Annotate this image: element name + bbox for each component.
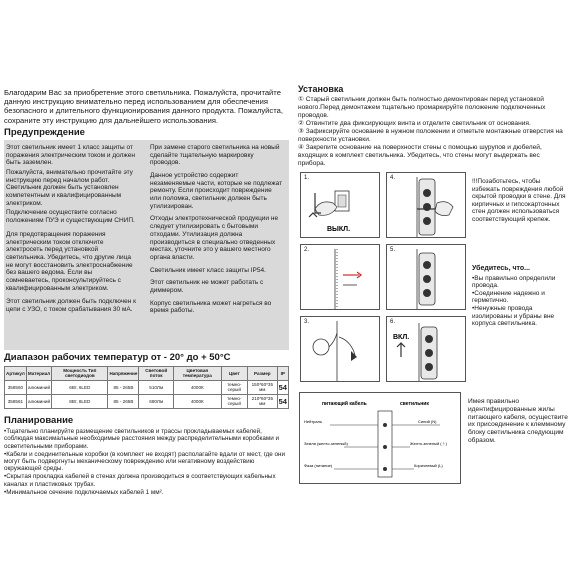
table-cell: 54	[277, 380, 288, 394]
table-header: Световой поток	[139, 366, 174, 380]
table-header: Размер	[248, 366, 278, 380]
figure-number: 6.	[390, 319, 396, 325]
wire-label: Земля (желто-зеленый)	[304, 441, 348, 446]
temperature-heading: Диапазон рабочих температур от - 20° до + 50°С	[4, 351, 231, 363]
warning-heading: Предупреждение	[4, 126, 85, 138]
note-text: !!!Позаботьтесь, чтобы избежать повреждения любой скрытой проводки в стене. Для кирпичных и гипсокартонных стен должен использоваться соответствующий крепеж.	[472, 178, 566, 223]
wiring-left-title: питающий кабель	[322, 401, 367, 407]
figure-4	[386, 172, 466, 238]
warning-text: Светильник имеет класс защиты IP54.	[150, 266, 266, 274]
terminal-screw	[383, 445, 387, 449]
table-cell: 4000К	[173, 394, 221, 408]
terminal-screw	[383, 467, 387, 471]
figure-number: 5.	[390, 247, 396, 253]
wire-label: Коричневый (L)	[414, 463, 443, 468]
table-header: Цвет	[221, 366, 247, 380]
drill-wall-illustration	[301, 245, 381, 311]
planning-heading: Планирование	[4, 414, 74, 426]
left-column	[4, 88, 289, 496]
switch-off-illustration	[301, 173, 381, 239]
warning-text: Корпус светильника может нагреться во время работы.	[150, 299, 272, 315]
wiring-connection-illustration	[301, 317, 381, 383]
table-cell: 680Лм	[139, 394, 174, 408]
hidden-wiring-note	[472, 178, 568, 224]
table-header: Материал	[26, 366, 51, 380]
planning-list	[4, 428, 289, 496]
table-cell: 8Вт, 8LED	[52, 394, 108, 408]
table-cell: 85 - 265В	[108, 380, 139, 394]
intro-text: Благодарим Вас за приобретение этого светильника. Пожалуйста, прочитайте данную инструкцию внимательно перед использованием для обеспечения безопасного и длительного функционирования данного продукта. Пожалуйста, сохраните эту инструкцию для дальнейшего использования.	[4, 88, 283, 125]
list-item: •Ненужные провода изолированы и убраны вне корпуса светильника.	[472, 304, 555, 328]
figure-5	[386, 244, 466, 310]
list-item: •Соединение надежно и герметично.	[472, 289, 545, 305]
list-item: •Кабели и соединительные коробки (в комплект не входят) располагайте вдали от мест, где они могут быть подвергнуты механическому повреждению или негативному воздействию окружающей среды.	[4, 450, 286, 473]
table-cell: темно-серый	[221, 380, 247, 394]
table-cell: 54	[277, 394, 288, 408]
table-cell: темно-серый	[221, 394, 247, 408]
wire-label: Нейтраль	[304, 419, 323, 424]
table-cell: 510Лм	[139, 380, 174, 394]
table-header-row	[5, 366, 289, 380]
table-cell: 4000К	[173, 380, 221, 394]
list-item: ① Старый светильник должен быть полностью демонтирован перед установкой нового.Перед демонтажем тщательно промаркируйте положение подключенных проводов.	[298, 96, 546, 119]
warning-text: При замене старого светильника на новый сделайте тщательную маркировку проводов.	[150, 143, 280, 167]
right-column	[298, 84, 566, 168]
figure-number: 1.	[304, 175, 310, 181]
spec-table	[4, 366, 289, 409]
list-item: ③ Зафиксируйте основание в нужном положении и отметьте монтажные отверстия на поверхности установки.	[298, 128, 563, 143]
warning-text: Для предотвращения поражения электрическим током отключите электросеть перед установкой светильника. Убедитесь, что другие лица не могут восстановить электроснабжение без вашего ведома. Если вы сомневаетесь, проконсультируйтесь с квалифицированным электриком.	[6, 230, 133, 292]
table-row	[5, 394, 289, 408]
note-text: Имея правильно идентифицированные жилы питающего кабеля, осуществите их присоединение к клеммному блоку светильника следующим образом.	[468, 398, 568, 444]
figure-6	[386, 316, 466, 382]
warning-text: Данное устройство содержит незаменяемые части, которые не подлежат ремонту. Если происходит повреждение или поломка, светильник должен быть утилизирован.	[150, 171, 283, 210]
table-row	[5, 380, 289, 394]
table-header: Артикул	[5, 366, 27, 380]
switch-on-illustration	[387, 317, 467, 383]
table-header: Напряжение	[108, 366, 139, 380]
table-header: Мощность Тип светодиодов	[52, 366, 108, 380]
list-item: •Минимальное сечение подключаемых кабелей 1 мм².	[4, 488, 164, 496]
wiring-schematic	[300, 393, 462, 485]
warning-right-column	[150, 144, 284, 317]
list-item: •Тщательно планируйте размещение светильников и трассы прокладываемых кабелей, соблюдая максимальные необходимые расстояния между распределительными коробками и осветительными приборами.	[4, 427, 280, 450]
checklist-note	[472, 265, 568, 328]
table-header: Цветовая температура	[173, 366, 221, 380]
list-item: ④ Закрепите основание на поверхности стены с помощью шурупов и дюбелей, входящих в комплект светильника. Убедитесь, что стены могут выдержать вес прибора.	[298, 144, 542, 167]
warning-text: Этот светильник имеет 1 класс защиты от поражения электрическим током и должен быть заземлен.	[6, 143, 135, 167]
installation-steps	[298, 96, 566, 168]
installation-heading: Установка	[298, 84, 344, 94]
wire-row	[304, 463, 443, 469]
fixture-mounted-illustration	[387, 245, 467, 311]
terminal-screw	[383, 423, 387, 427]
wire-label: Синий (N)	[418, 419, 437, 424]
table-header: IP	[277, 366, 288, 380]
table-cell: 358561	[5, 394, 27, 408]
wire-label: Желто-зеленый (⏚)	[410, 441, 447, 446]
figure-1	[300, 172, 380, 238]
table-cell: 358560	[5, 380, 27, 394]
table-cell: 210*60*35 мм	[248, 394, 278, 408]
wiring-diagram	[299, 392, 461, 484]
warning-text: Пожалуйста, внимательно прочитайте эту инструкцию перед началом работ. Светильник должен быть установлен компетентным и квалифицированным электриком.	[6, 168, 133, 207]
table-cell: 85 - 265В	[108, 394, 139, 408]
table-cell: 6Вт, 6LED	[52, 380, 108, 394]
wire-label: Фаза (питание)	[304, 463, 333, 468]
warning-text: Этот светильник не может работать с диммером.	[150, 279, 264, 295]
figure-3	[300, 316, 380, 382]
warning-box	[4, 140, 289, 350]
table-cell: алюминий	[26, 394, 51, 408]
list-item: ② Отвинтите два фиксирующих винта и отделите светильник от основания.	[298, 119, 531, 127]
installation-figures	[300, 172, 468, 384]
wire-row	[304, 440, 448, 447]
warning-left-column	[6, 144, 136, 316]
figure-number: 3.	[304, 319, 310, 325]
off-label: ВЫКЛ.	[327, 226, 351, 233]
warning-text: Отходы электротехнической продукции не следует утилизировать с бытовыми отходами. Утилизация должна производиться в специально отведенных местах, уточните это у вашего местного органа власти.	[150, 215, 279, 261]
table-cell: алюминий	[26, 380, 51, 394]
wiring-right-title: светильник	[400, 401, 429, 407]
warning-text: Этот светильник должен быть подключен к цепи с УЗО, с током срабатывания 30 мА.	[6, 298, 136, 314]
wire-row	[304, 419, 440, 425]
list-item: •Вы правильно определили провода.	[472, 274, 556, 290]
figure-number: 2.	[304, 247, 310, 253]
figure-number: 4.	[390, 175, 396, 181]
checklist-heading: Убедитесь, что...	[472, 265, 530, 272]
warning-text: Подключение осуществите согласно положениям ПУЭ и существующим СНИП.	[6, 209, 135, 225]
list-item: •Скрытая прокладка кабелей в стенах должна производиться в соответствующих кабельных каналах и пластиковых трубах.	[4, 473, 276, 488]
figure-2	[300, 244, 380, 310]
on-label: ВКЛ.	[393, 334, 410, 341]
wiring-note	[468, 398, 568, 445]
table-cell: 150*60*35 мм	[248, 380, 278, 394]
mounting-screw-illustration	[387, 173, 467, 239]
